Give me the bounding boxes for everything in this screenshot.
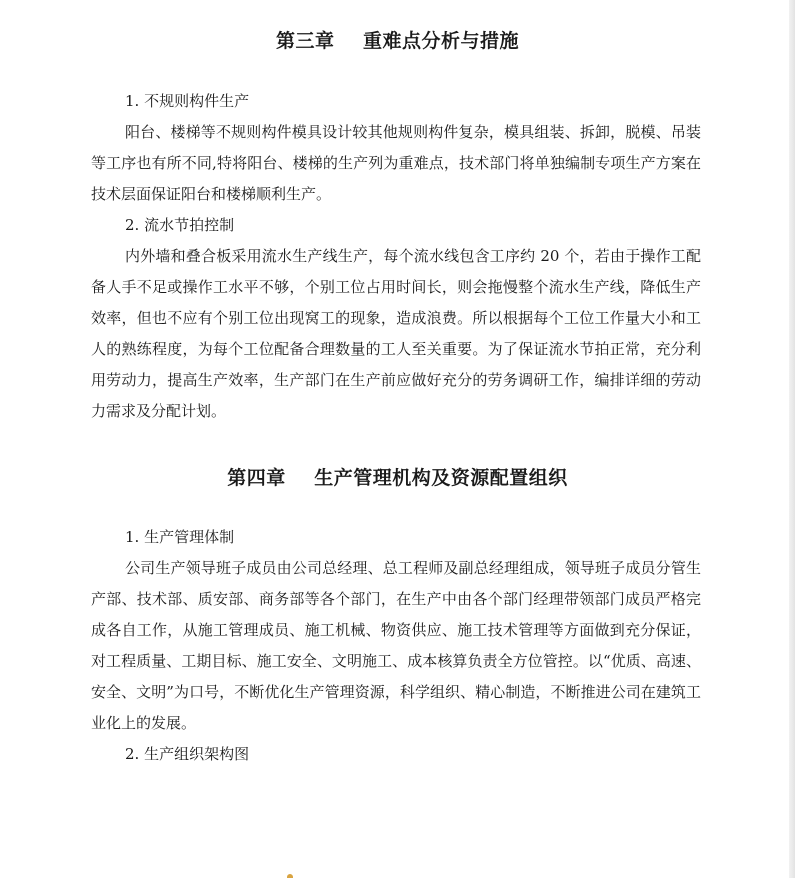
page-right-edge	[789, 0, 795, 878]
chapter-4-title: 第四章 生产管理机构及资源配置组织	[227, 467, 568, 489]
paragraph-takt-control: 内外墙和叠合板采用流水生产线生产，每个流水线包含工序约 20 个，若由于操作工配备人手不足或操作工水平不够，个别工位占用时间长，则会拖慢整个流水生产线，降低生产效率，但也不应有个别工位出现窝工的现象，造成浪费。所以根据每个工位工作量大小和工人的熟练程度，为每个工位配备合理数量的工人至关重要。为了保证流水节拍正常，充分利用劳动力，提高生产效率，生产部门在生产前应做好充分的劳务调研工作，编排详细的劳动力需求及分配计划。	[91, 247, 701, 420]
section-heading-management-system: 1. 生产管理体制	[125, 528, 235, 546]
paragraph-management-system: 公司生产领导班子成员由公司总经理、总工程师及副总经理组成，领导班子成员分管生产部、技术部、质安部、商务部等各个部门，在生产中由各个部门经理带领部门成员严格完成各自工作，从施工管理成员、施工机械、物资供应、施工技术管理等方面做到充分保证，对工程质量、工期目标、施工安全、文明施工、成本核算负责全方位管控。以“优质、高速、安全、文明”为口号，不断优化生产管理资源，科学组织、精心制造，不断推进公司在建筑工业化上的发展。	[91, 559, 701, 732]
chapter-3-body	[91, 86, 701, 427]
chapter-4-body	[91, 522, 701, 770]
section-heading-org-chart: 2. 生产组织架构图	[125, 745, 250, 763]
chapter-3-title: 第三章 重难点分析与措施	[276, 30, 519, 52]
paragraph-irregular-components: 阳台、楼梯等不规则构件模具设计较其他规则构件复杂，模具组装、拆卸，脱模、吊装等工序也有所不同,特将阳台、楼梯的生产列为重难点，技术部门将单独编制专项生产方案在技术层面保证阳台和楼梯顺利生产。	[91, 123, 701, 203]
section-heading-takt-control: 2. 流水节拍控制	[125, 216, 235, 234]
figure-top-edge-mark	[287, 874, 293, 878]
section-heading-irregular-components: 1. 不规则构件生产	[125, 92, 250, 110]
